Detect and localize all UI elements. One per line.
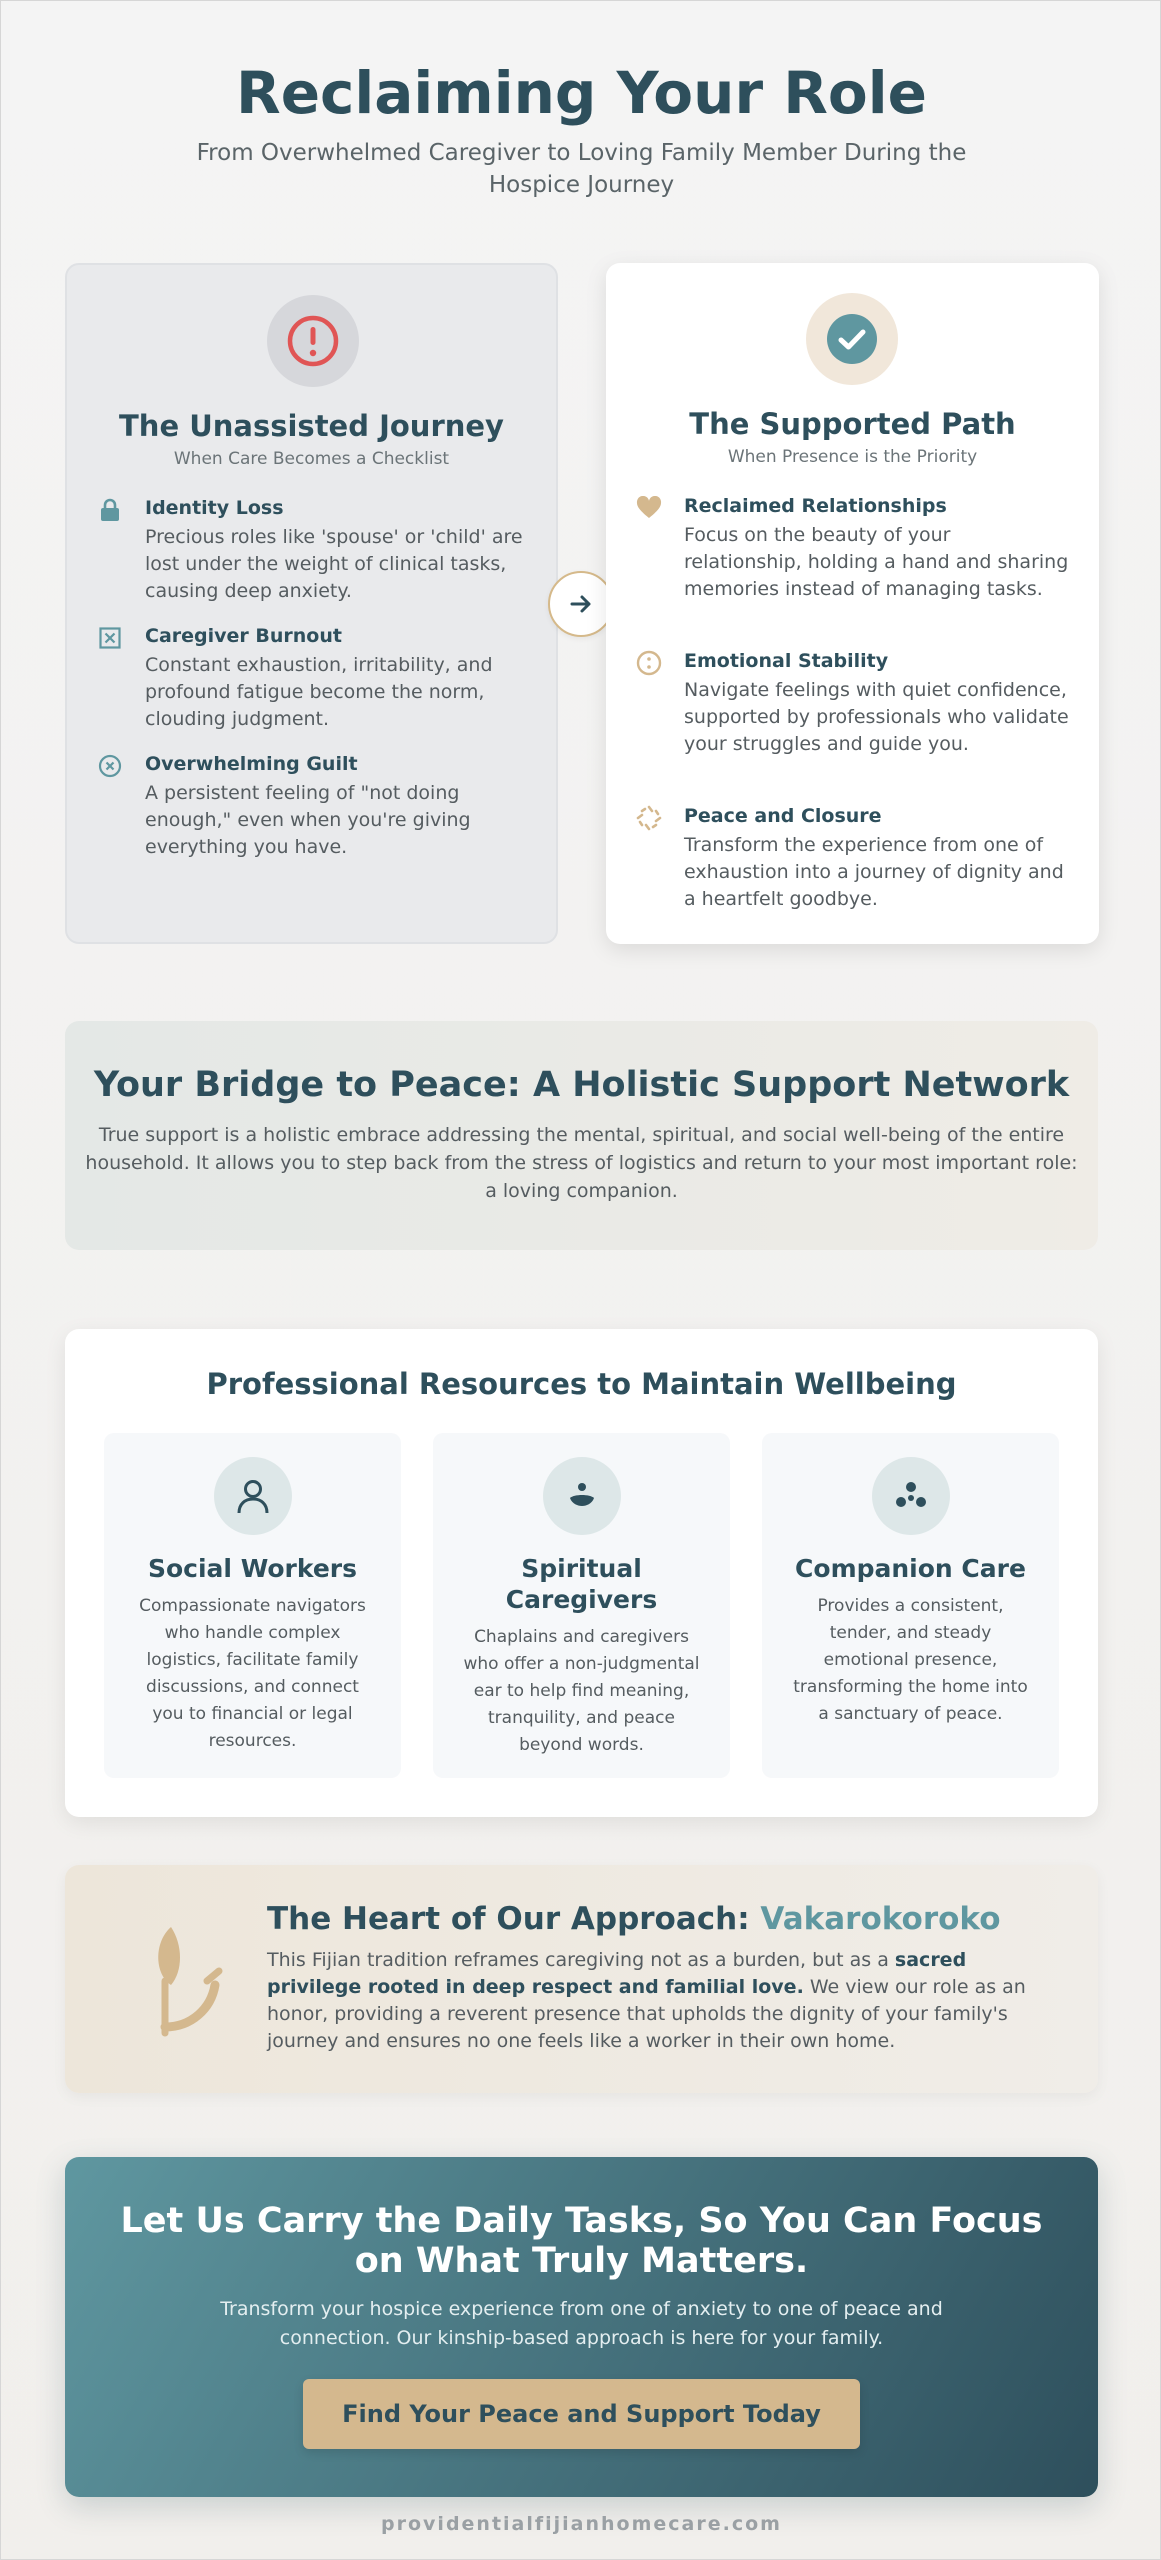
dove-icon bbox=[636, 805, 662, 831]
page-subtitle: From Overwhelmed Caregiver to Loving Family Member During the Hospice Journey bbox=[196, 140, 967, 198]
feature-text: Constant exhaustion, irritability, and profound fatigue become the norm, clouding judgment. bbox=[145, 654, 493, 730]
resource-text: Chaplains and caregivers who offer a non-judgmental ear to help find meaning, tranquility, and peace beyond words. bbox=[463, 1627, 700, 1755]
bridge-title: Your Bridge to Peace: A Holistic Support Network bbox=[93, 1065, 1070, 1105]
group-icon bbox=[872, 1457, 950, 1535]
heart-text-before: This Fijian tradition reframes caregiving not as a burden, but as a bbox=[267, 1949, 895, 1971]
leaf-hand-icon bbox=[145, 1923, 235, 2043]
praying-hands-icon bbox=[543, 1457, 621, 1535]
bridge-section bbox=[65, 1021, 1098, 1250]
exclamation-circle-icon bbox=[267, 295, 359, 387]
feature-title: Caregiver Burnout bbox=[145, 625, 342, 647]
heart-text bbox=[267, 1947, 1067, 2055]
feature-title: Emotional Stability bbox=[684, 650, 889, 672]
feature-title: Peace and Closure bbox=[684, 805, 882, 827]
feature-reclaimed-relationships bbox=[636, 495, 1076, 635]
footer-url[interactable]: providentialfijianhomecare.com bbox=[381, 2513, 782, 2535]
find-peace-button[interactable]: Find Your Peace and Support Today bbox=[303, 2379, 860, 2449]
card-title: The Supported Path bbox=[689, 407, 1016, 441]
resources-title: Professional Resources to Maintain Wellbeing bbox=[206, 1367, 957, 1401]
feature-text: Transform the experience from one of exhaustion into a journey of dignity and a heartfelt goodbye. bbox=[684, 834, 1064, 910]
resource-text: Compassionate navigators who handle complex logistics, facilitate family discussions, and connect you to financial or legal resources. bbox=[139, 1596, 366, 1751]
feature-identity-loss bbox=[97, 497, 537, 607]
check-circle-icon bbox=[806, 293, 898, 385]
cta-section bbox=[65, 2157, 1098, 2497]
bridge-text: True support is a holistic embrace addressing the mental, spiritual, and social well-being of the entire household. It allows you to step back from the stress of logistics and return to your most important role: a loving companion. bbox=[85, 1124, 1078, 1202]
feature-overwhelming-guilt bbox=[97, 753, 537, 863]
page bbox=[1, 1, 1161, 2560]
feature-emotional-stability bbox=[636, 650, 1076, 790]
card-subtitle: When Care Becomes a Checklist bbox=[173, 449, 450, 469]
resource-title: Companion Care bbox=[795, 1554, 1026, 1583]
lock-icon bbox=[97, 497, 123, 523]
resource-card-companion-care bbox=[762, 1433, 1059, 1778]
resource-card-social-workers bbox=[104, 1433, 401, 1778]
feature-text: Navigate feelings with quiet confidence, supported by professionals who validate your struggles and guide you. bbox=[684, 679, 1069, 755]
feature-peace-and-closure bbox=[636, 805, 1076, 915]
x-circle-icon bbox=[97, 753, 123, 779]
supported-path-card bbox=[606, 263, 1099, 944]
heart-title-accent: Vakarokoroko bbox=[760, 1901, 1001, 1937]
resource-card-spiritual-caregivers bbox=[433, 1433, 730, 1778]
cta-title: Let Us Carry the Daily Tasks, So You Can Focus on What Truly Matters. bbox=[120, 2201, 1043, 2281]
resource-title: Social Workers bbox=[147, 1554, 358, 1583]
feature-title: Overwhelming Guilt bbox=[145, 753, 358, 775]
heart-of-approach-section bbox=[65, 1865, 1098, 2093]
feature-title: Identity Loss bbox=[145, 497, 284, 519]
page-title: Reclaiming Your Role bbox=[236, 59, 927, 127]
resource-title: Spiritual Caregivers bbox=[505, 1554, 658, 1614]
heart-text-after: We view our role as an honor, providing a reverent presence that upholds the dignity of your family's journey and ensures no one feels like a worker in their own home. bbox=[267, 1976, 1026, 2052]
heart-title bbox=[267, 1901, 1001, 1937]
cta-text: Transform your hospice experience from one of anxiety to one of peace and connection. Our kinship-based approach is here for your family. bbox=[220, 2298, 943, 2349]
heart-text-bold: sacred privilege rooted in deep respect and familial love. bbox=[267, 1949, 967, 1998]
x-square-icon bbox=[97, 625, 123, 651]
smile-icon bbox=[636, 650, 662, 676]
card-subtitle: When Presence is the Priority bbox=[727, 447, 978, 467]
feature-caregiver-burnout bbox=[97, 625, 537, 735]
feature-text: A persistent feeling of "not doing enough," even when you're giving everything you have. bbox=[145, 782, 471, 858]
person-icon bbox=[214, 1457, 292, 1535]
resource-text: Provides a consistent, tender, and steady emotional presence, transforming the home into a sanctuary of peace. bbox=[793, 1596, 1028, 1724]
heart-title-prefix: The Heart of Our Approach: bbox=[267, 1901, 761, 1937]
resources-section bbox=[65, 1329, 1098, 1817]
feature-text: Precious roles like 'spouse' or 'child' are lost under the weight of clinical tasks, causing deep anxiety. bbox=[145, 526, 523, 602]
feature-text: Focus on the beauty of your relationship, holding a hand and sharing memories instead of managing tasks. bbox=[684, 524, 1069, 600]
unassisted-journey-card bbox=[65, 263, 558, 944]
heart-icon bbox=[636, 495, 662, 521]
feature-title: Reclaimed Relationships bbox=[684, 495, 947, 517]
arrow-right-icon bbox=[548, 571, 614, 637]
card-title: The Unassisted Journey bbox=[119, 409, 504, 443]
